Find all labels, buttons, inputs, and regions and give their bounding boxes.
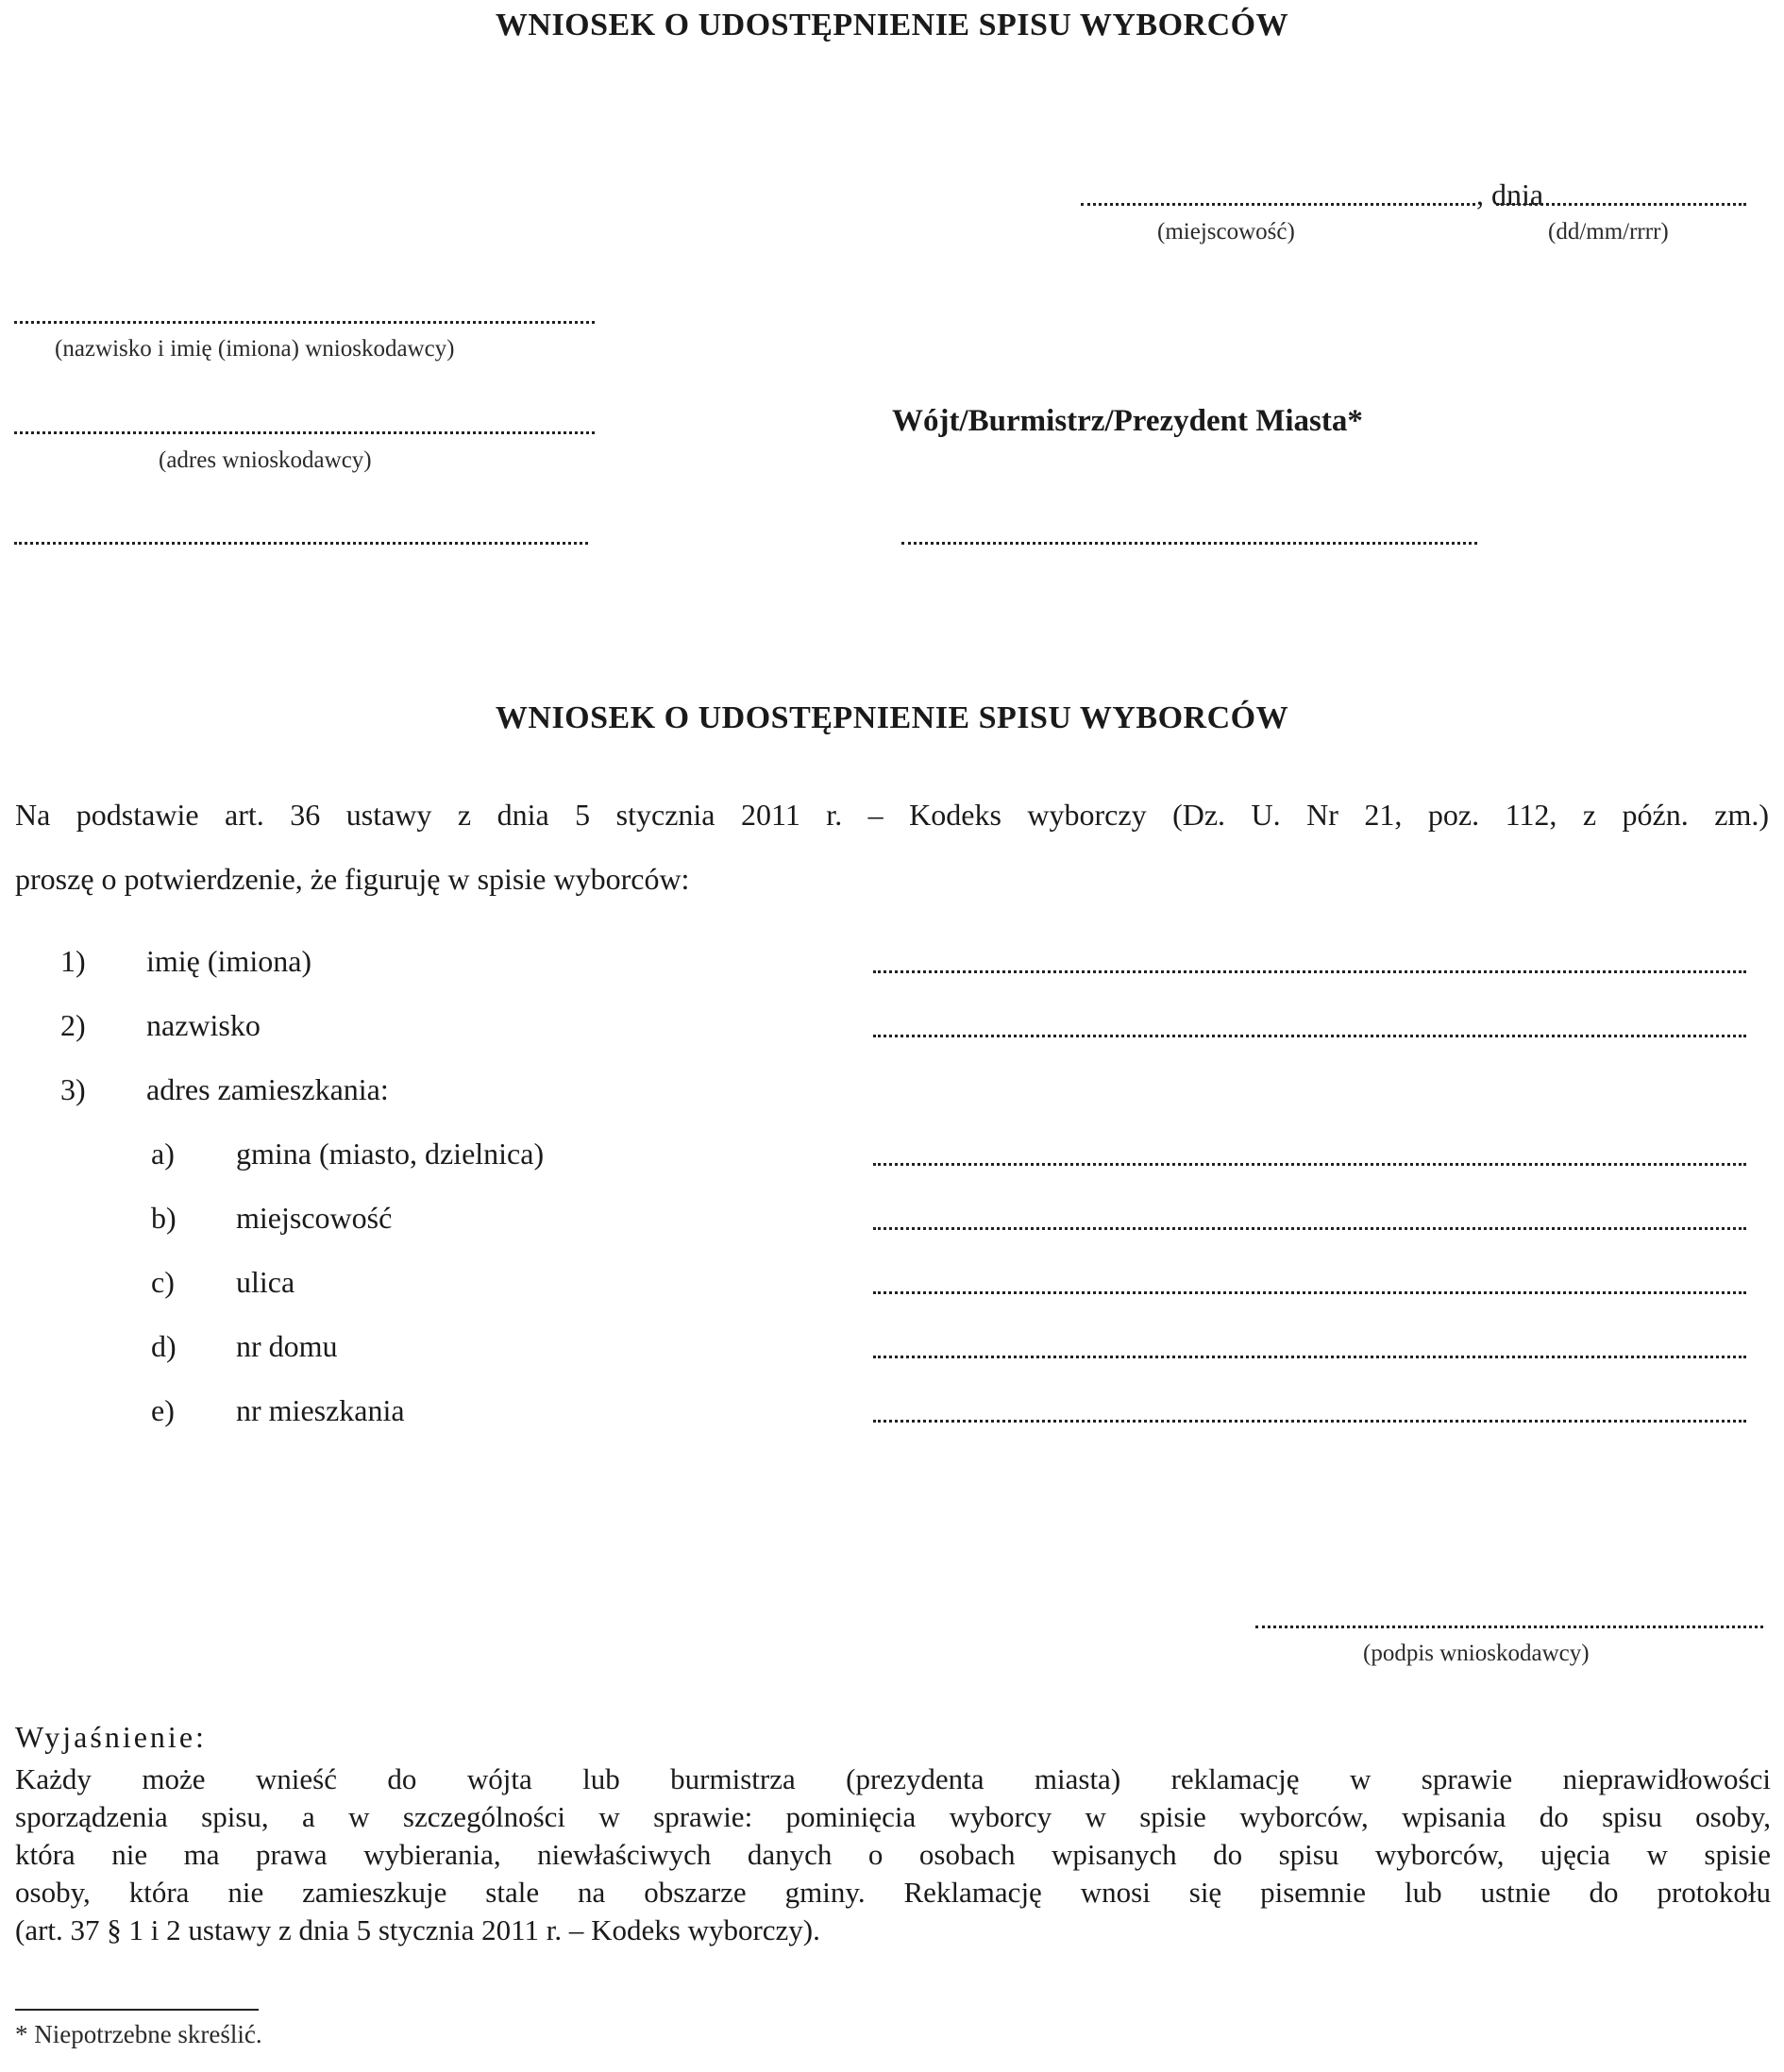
top-title: WNIOSEK O UDOSTĘPNIENIE SPISU WYBORCÓW	[495, 8, 1289, 42]
footnote-text: * Niepotrzebne skreślić.	[15, 2020, 262, 2048]
intro-line-2: proszę o potwierdzenie, że figuruję w spisie wyborców:	[15, 862, 690, 896]
first-name-field[interactable]	[873, 970, 1746, 973]
surname-field[interactable]	[873, 1035, 1746, 1037]
house-number-field[interactable]	[873, 1356, 1746, 1358]
intro-line-1: Na podstawie art. 36 ustawy z dnia 5 stycznia 2011 r. – Kodeks wyborczy (Dz. U. Nr 21, poz. 112, z późn. zm.)	[15, 798, 1769, 832]
date-separator: , dnia	[1476, 177, 1544, 211]
item-number: 3)	[60, 1072, 86, 1106]
commune-field[interactable]	[873, 1163, 1746, 1166]
addressee-field[interactable]	[901, 542, 1477, 545]
subitem-label-locality: miejscowość	[236, 1201, 393, 1235]
subitem-label-house-number: nr domu	[236, 1329, 338, 1363]
item-label-surname: nazwisko	[146, 1008, 261, 1042]
subitem-letter: c)	[151, 1265, 175, 1299]
date-label: (dd/mm/rrrr)	[1548, 219, 1669, 244]
subitem-letter: e)	[151, 1393, 175, 1427]
main-title: WNIOSEK O UDOSTĘPNIENIE SPISU WYBORCÓW	[495, 700, 1289, 735]
locality-field[interactable]	[873, 1227, 1746, 1230]
applicant-address-field-2[interactable]	[14, 542, 588, 545]
date-field[interactable]	[1496, 203, 1746, 206]
subitem-label-street: ulica	[236, 1265, 295, 1299]
applicant-address-field[interactable]	[14, 431, 595, 434]
applicant-name-field[interactable]	[14, 321, 595, 324]
subitem-label-apartment-number: nr mieszkania	[236, 1393, 405, 1427]
explanation-line: Każdy może wnieść do wójta lub burmistrza (prezydenta miasta) reklamację w sprawie nieprawidłowości	[15, 1762, 1771, 1795]
addressee-title: Wójt/Burmistrz/Prezydent Miasta*	[892, 404, 1363, 438]
footnote-rule	[15, 2009, 259, 2011]
signature-field[interactable]	[1255, 1626, 1763, 1628]
subitem-letter: a)	[151, 1137, 175, 1171]
item-label-first-name: imię (imiona)	[146, 944, 312, 978]
explanation-line: osoby, która nie zamieszkuje stale na obszarze gminy. Reklamację wnosi się pisemnie lub ustnie do protokołu	[15, 1876, 1771, 1909]
subitem-letter: b)	[151, 1201, 177, 1235]
explanation-heading: Wyjaśnienie:	[15, 1720, 207, 1754]
applicant-name-label: (nazwisko i imię (imiona) wnioskodawcy)	[55, 336, 455, 362]
applicant-address-label: (adres wnioskodawcy)	[159, 447, 372, 473]
explanation-line: sporządzenia spisu, a w szczególności w sprawie: pominięcia wyborcy w spisie wyborców, wpisania do spisu osoby,	[15, 1800, 1771, 1833]
street-field[interactable]	[873, 1291, 1746, 1294]
signature-label: (podpis wnioskodawcy)	[1363, 1641, 1590, 1666]
item-number: 1)	[60, 944, 86, 978]
place-label: (miejscowość)	[1157, 219, 1295, 244]
explanation-line: (art. 37 § 1 i 2 ustawy z dnia 5 stycznia 2011 r. – Kodeks wyborczy).	[15, 1913, 820, 1946]
place-field[interactable]	[1081, 203, 1475, 206]
subitem-letter: d)	[151, 1329, 177, 1363]
item-number: 2)	[60, 1008, 86, 1042]
explanation-line: która nie ma prawa wybierania, niewłaściwych danych o osobach wpisanych do spisu wyborców, ujęcia w spisie	[15, 1838, 1771, 1871]
subitem-label-commune: gmina (miasto, dzielnica)	[236, 1137, 545, 1171]
item-label-address: adres zamieszkania:	[146, 1072, 389, 1106]
apartment-number-field[interactable]	[873, 1420, 1746, 1423]
